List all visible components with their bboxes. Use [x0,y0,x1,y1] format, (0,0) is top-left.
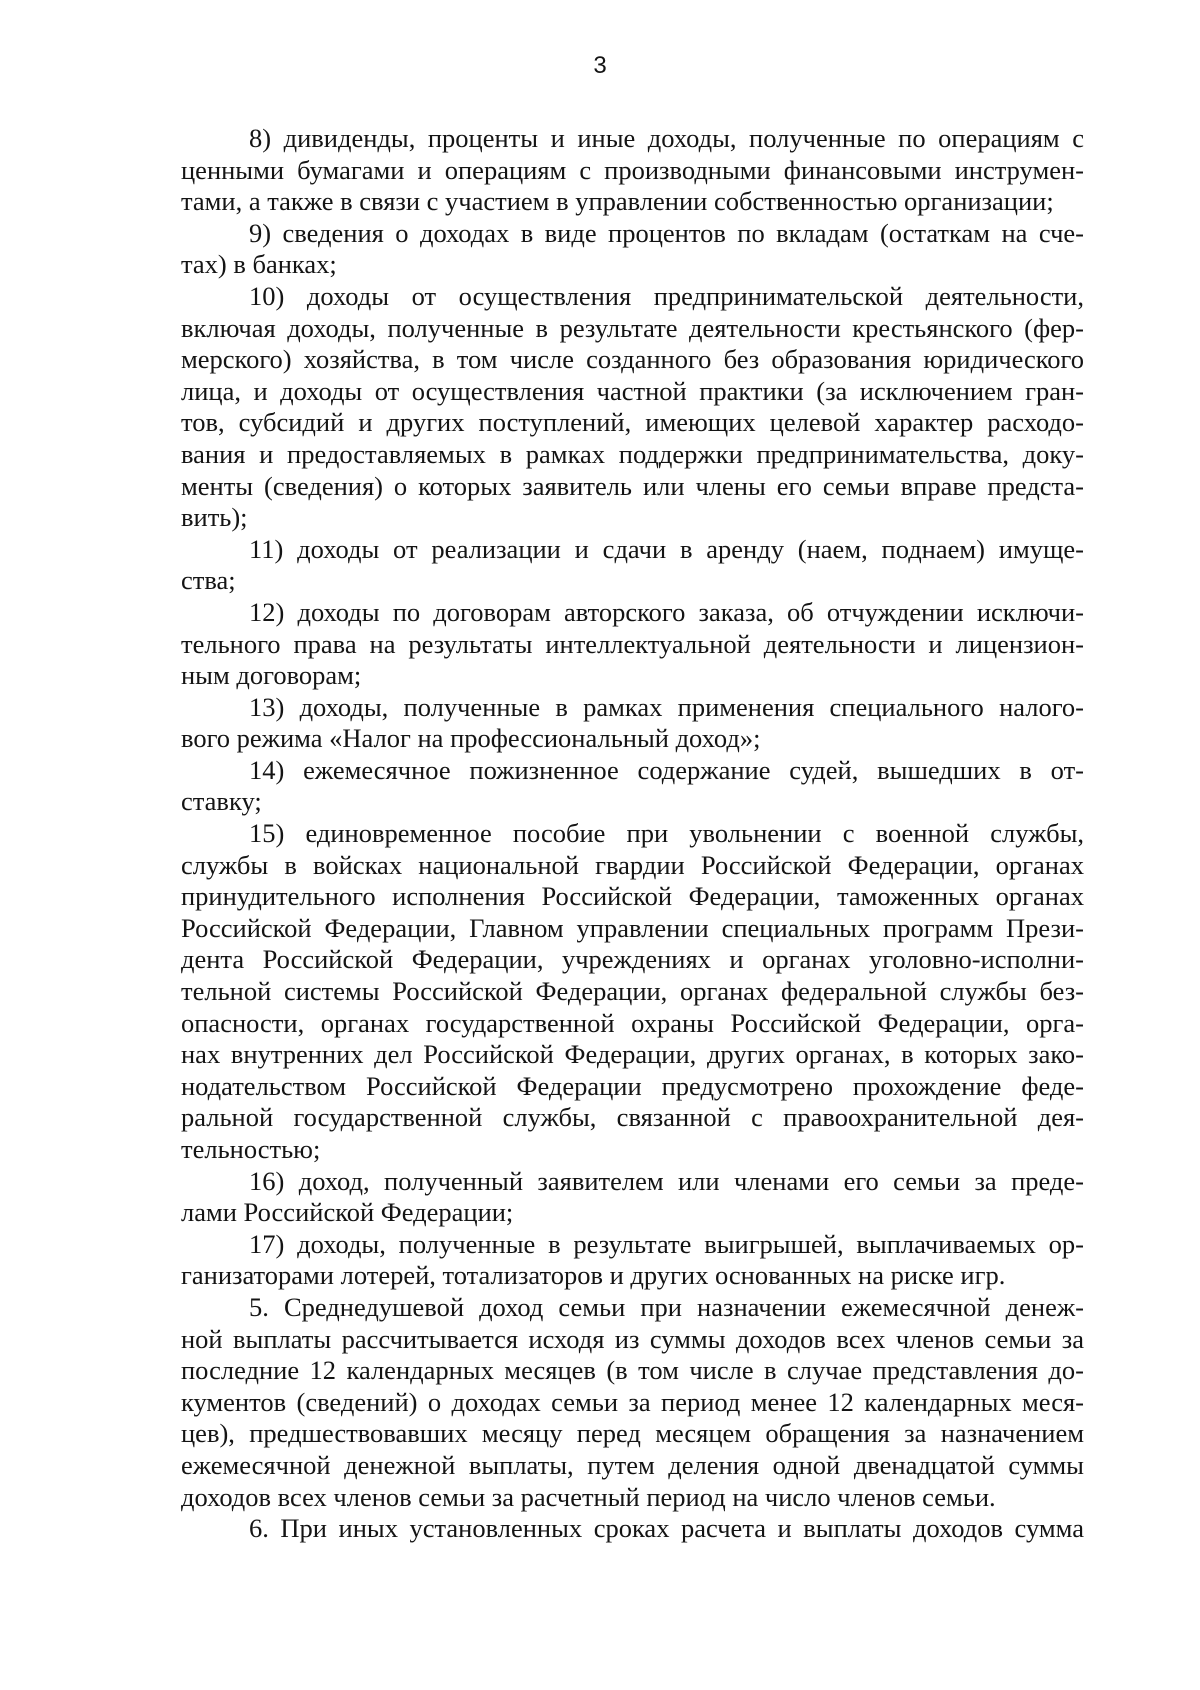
text-line: 17) доходы, полученные в результате выигрышей, выплачиваемых ор- [249,1228,1084,1259]
text-line: ства; [181,565,236,596]
text-line: последние 12 календарных месяцев (в том числе в случае представления до- [181,1355,1084,1386]
text-line: нах внутренних дел Российской Федерации, других органах, в которых зако- [181,1039,1084,1070]
text-line: службы в войсках национальной гвардии Российской Федерации, органах [181,849,1084,880]
text-line: опасности, органах государственной охраны Российской Федерации, орга- [181,1007,1084,1038]
text-line: тельной системы Российской Федерации, органах федеральной службы без- [181,976,1084,1007]
text-line: принудительного исполнения Российской Федерации, таможенных органах [181,881,1084,912]
text-line: кументов (сведений) о доходах семьи за период менее 12 календарных меся- [181,1386,1084,1417]
text-line: ежемесячной денежной выплаты, путем деления одной двенадцатой суммы [181,1449,1084,1480]
text-line: ценными бумагами и операциям с производными финансовыми инструмен- [181,154,1084,185]
text-line: 14) ежемесячное пожизненное содержание судей, вышедших в от- [249,754,1084,785]
text-line: 5. Среднедушевой доход семьи при назначении ежемесячной денеж- [249,1291,1084,1322]
text-line: тов, субсидий и других поступлений, имеющих целевой характер расходо- [181,407,1084,438]
text-line: 12) доходы по договорам авторского заказа, об отчуждении исключи- [249,596,1084,627]
text-line: ставку; [181,786,262,817]
text-line: 10) доходы от осуществления предпринимательской деятельности, [249,280,1084,311]
text-line: дента Российской Федерации, учреждениях и органах уголовно-исполни- [181,944,1084,975]
text-line: тельностью; [181,1134,321,1164]
text-line: лица, и доходы от осуществления частной практики (за исключением гран- [181,375,1084,406]
text-line: Российской Федерации, Главном управлении специальных программ Прези- [181,912,1084,943]
document-body [181,123,1084,1545]
text-line: лами Российской Федерации; [181,1197,514,1228]
text-line: мерского) хозяйства, в том числе созданного без образования юридического [181,344,1084,375]
text-line: цев), предшествовавших месяцу перед месяцем обращения за назначением [181,1418,1084,1449]
text-line: доходов всех членов семьи за расчетный период на число членов семьи. [181,1481,996,1512]
text-line: 8) дивиденды, проценты и иные доходы, полученные по операциям с [249,123,1084,153]
text-line: тах) в банках; [181,249,337,280]
text-line: 16) доход, полученный заявителем или членами его семьи за преде- [249,1165,1084,1196]
text-line: 13) доходы, полученные в рамках применения специального налого- [249,691,1084,722]
text-line: нодательством Российской Федерации предусмотрено прохождение феде- [181,1070,1084,1101]
text-line: 6. При иных установленных сроках расчета и выплаты доходов сумма [249,1513,1084,1544]
text-line: вить); [181,502,248,533]
text-line: тельного права на результаты интеллектуальной деятельности и лицензион- [181,628,1084,659]
text-line: ной выплаты рассчитывается исходя из суммы доходов всех членов семьи за [181,1323,1084,1354]
text-line: вания и предоставляемых в рамках поддержки предпринимательства, доку- [181,438,1084,469]
text-line: менты (сведения) о которых заявитель или члены его семьи вправе предста- [181,470,1084,501]
text-line: вого режима «Налог на профессиональный доход»; [181,723,761,754]
text-line: тами, а также в связи с участием в управлении собственностью организации; [181,186,1054,217]
text-line: 11) доходы от реализации и сдачи в аренду (наем, поднаем) имуще- [249,533,1084,564]
text-line: 9) сведения о доходах в виде процентов по вкладам (остаткам на сче- [249,217,1084,248]
page-number: 3 [593,52,607,79]
text-line: ганизаторами лотерей, тотализаторов и других основанных на риске игр. [181,1260,1006,1291]
text-line: ральной государственной службы, связанной с правоохранительной дея- [181,1102,1084,1133]
text-line: ным договорам; [181,660,362,691]
text-line: 15) единовременное пособие при увольнении с военной службы, [249,818,1084,849]
text-line: включая доходы, полученные в результате деятельности крестьянского (фер- [181,312,1084,343]
